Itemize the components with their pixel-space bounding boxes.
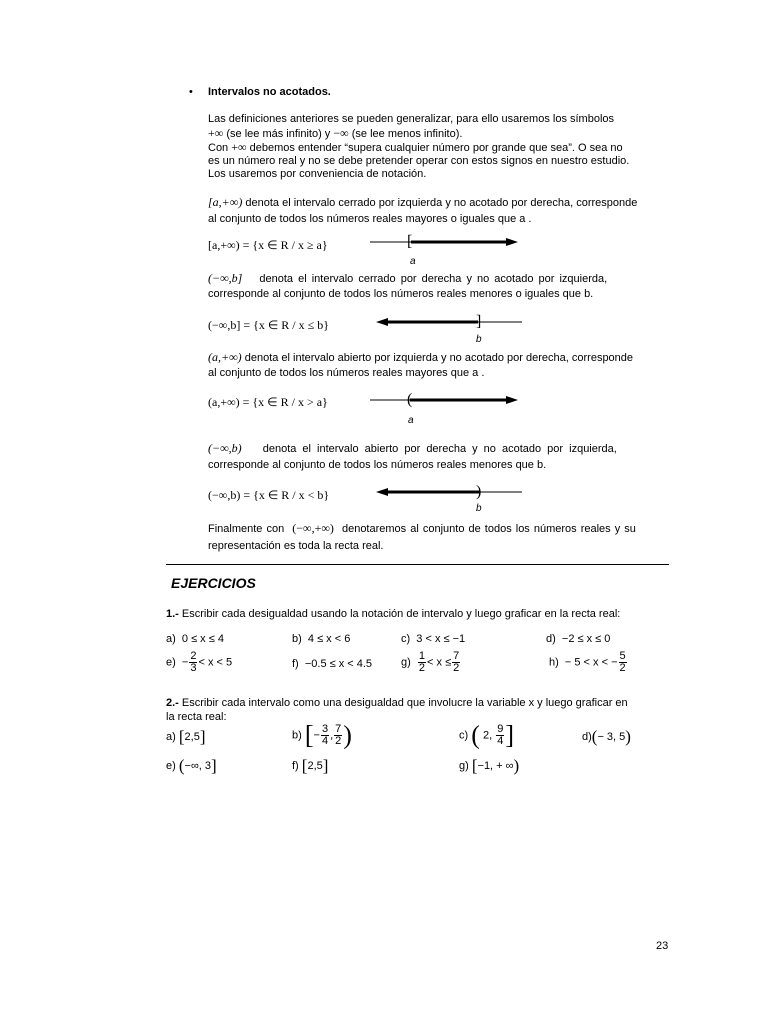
case-1-endpoint: a: [410, 256, 416, 266]
case-4-text: (−∞,b) denota el intervalo abierto por derecha y no acotado por izquierda,: [208, 441, 617, 455]
case-3-formula: (a,+∞) = {x ∈ R / x > a}: [208, 395, 328, 409]
case-4-text-2: corresponde al conjunto de todos los números reales menores que b.: [208, 459, 547, 471]
case-4-endpoint: b: [476, 503, 482, 514]
ex2-item-g: g) [−1, + ∞): [459, 756, 520, 776]
intro-line-2: +∞ (se lee más infinito) y −∞ (se lee menos infinito).: [208, 126, 463, 140]
ex2-item-f: f) [2,5]: [292, 756, 329, 776]
case-2-text: (−∞,b] denota el intervalo cerrado por derecha y no acotado por izquierda,: [208, 271, 608, 285]
all-reals-notation: (−∞,+∞): [292, 521, 334, 535]
case-2-bracket: ]: [476, 313, 482, 330]
exercise-1-statement: 1.- Escribir cada desigualdad usando la notación de intervalo y luego graficar en la recta real:: [166, 608, 621, 620]
case-1-bracket: [: [407, 233, 413, 250]
case-3-endpoint: a: [408, 415, 414, 426]
ex2-item-c: c) ( 2, $\frac{9}{4}$ ]: [459, 720, 515, 750]
intro-line-4: es un número real y no se debe pretender operar con estos signos en nuestro estudio.: [208, 155, 630, 167]
plus-infinity-symbol: +∞: [208, 126, 224, 140]
case-4-number-line: [374, 480, 534, 516]
case-3-bracket: (: [407, 391, 413, 408]
final-line-1: Finalmente con (−∞,+∞) denotaremos al conjunto de todos los números reales y su: [208, 521, 636, 535]
section-title: Intervalos no acotados.: [208, 86, 331, 98]
case-2-notation: (−∞,b]: [208, 271, 243, 285]
exercise-2-statement-2: la recta real:: [166, 711, 227, 723]
ex1-item-d: d) −2 ≤ x ≤ 0: [546, 633, 611, 645]
intro-line-3: Con +∞ debemos entender “supera cualquier número por grande que sea”. O sea no: [208, 140, 623, 154]
ex1-item-g: g) $\frac{1}{2}$ < x ≤ $\frac{7}{2}$: [401, 650, 460, 674]
final-line-2: representación es toda la recta real.: [208, 540, 384, 552]
exercise-2-statement: 2.- Escribir cada intervalo como una desigualdad que involucre la variable x y luego graficar en: [166, 697, 628, 709]
exercises-heading: EJERCICIOS: [171, 575, 256, 591]
case-3-text-2: al conjunto de todos los números reales mayores que a .: [208, 367, 485, 379]
case-1-text: [a,+∞) denota el intervalo cerrado por izquierda y no acotado por derecha, corresponde: [208, 195, 638, 209]
ex2-item-e: e) (−∞, 3]: [166, 756, 217, 776]
page-number: 23: [656, 940, 669, 952]
bullet: •: [189, 86, 193, 98]
case-3-notation: (a,+∞): [208, 350, 242, 364]
case-3-text: (a,+∞) denota el intervalo abierto por izquierda y no acotado por derecha, corresponde: [208, 350, 634, 364]
ex2-item-b: b) [− $\frac{3}{4}$ , $\frac{7}{2}$ ): [292, 720, 352, 750]
case-2-formula: (−∞,b] = {x ∈ R / x ≤ b}: [208, 318, 329, 332]
intro-line-1: Las definiciones anteriores se pueden generalizar, para ello usaremos los símbolos: [208, 113, 615, 125]
case-4-notation: (−∞,b): [208, 441, 242, 455]
section-divider: [166, 564, 669, 565]
ex2-item-a: a) [2,5]: [166, 727, 206, 747]
case-1-formula: [a,+∞) = {x ∈ R / x ≥ a}: [208, 238, 328, 252]
case-1-number-line: [370, 230, 530, 266]
case-2-text-2: corresponde al conjunto de todos los números reales menores o iguales que b.: [208, 288, 594, 300]
ex1-item-c: c) 3 < x ≤ −1: [401, 633, 466, 645]
case-1-notation: [a,+∞): [208, 195, 243, 209]
intro-line-5: Los usaremos por conveniencia de notación.: [208, 168, 427, 180]
case-3-number-line: [370, 388, 530, 426]
case-1-text-2: al conjunto de todos los números reales mayores o iguales que a .: [208, 213, 532, 225]
ex1-item-f: f) −0.5 ≤ x < 4.5: [292, 658, 373, 670]
case-4-formula: (−∞,b) = {x ∈ R / x < b}: [208, 488, 330, 502]
ex1-item-h: h) − 5 < x < − $\frac{5}{2}$: [549, 650, 626, 674]
ex1-item-a: a) 0 ≤ x ≤ 4: [166, 633, 224, 645]
ex1-item-b: b) 4 ≤ x < 6: [292, 633, 351, 645]
case-2-endpoint: b: [476, 334, 482, 345]
ex2-item-d: d)(− 3, 5): [582, 727, 631, 747]
minus-infinity-symbol: −∞: [333, 126, 349, 140]
case-2-number-line: [374, 310, 534, 346]
case-4-bracket: ): [476, 483, 482, 500]
ex1-item-e: e) − $\frac{2}{3}$ < x < 5: [166, 650, 233, 674]
